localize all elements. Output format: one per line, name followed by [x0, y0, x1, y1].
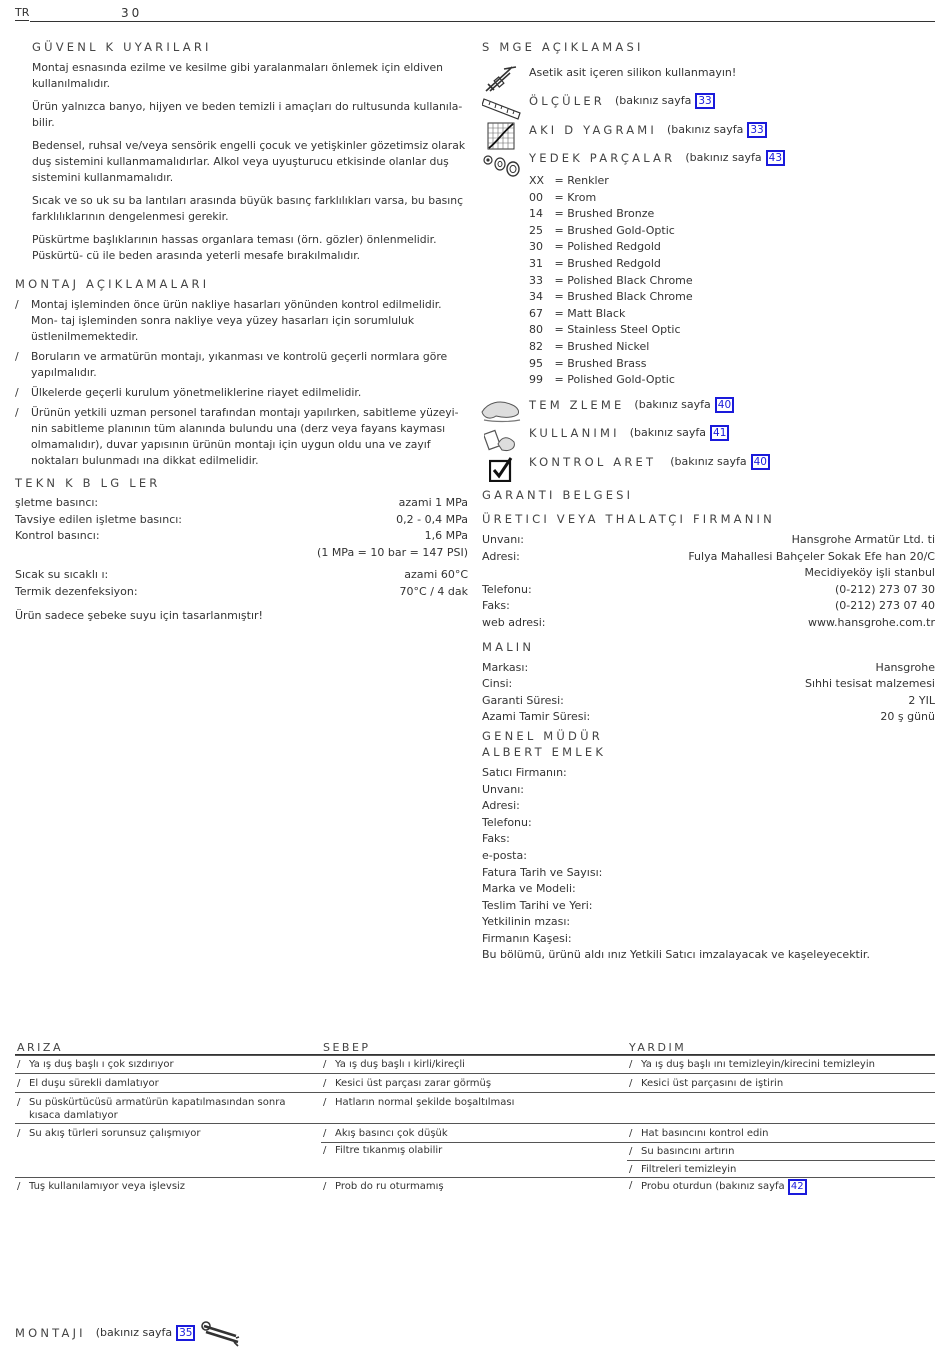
remedy-cell: / Su basıncını artırın — [629, 1145, 941, 1158]
tech-label: Kontrol basıncı: — [15, 529, 100, 543]
spare-parts-page-link[interactable]: 43 — [766, 150, 785, 166]
mounting-label: MONTAJI — [15, 1326, 86, 1340]
flow-diagram-icon — [487, 122, 515, 150]
table-row — [15, 1073, 935, 1093]
goods-title: MALIN — [482, 639, 535, 654]
tech-row — [15, 512, 468, 529]
seller-field: Faks: — [482, 832, 510, 846]
flow-page-link[interactable]: 33 — [747, 122, 766, 138]
table-row — [15, 1055, 935, 1073]
color-code-row: 99 = Polished Gold-Optic — [529, 372, 829, 389]
fault-cell: / Su püskürtücüsü armatürün kapatılmasından sonra kısaca damlatıyor — [17, 1096, 317, 1122]
tech-value: 0,2 - 0,4 MPa — [396, 512, 468, 526]
goods-value: Hansgrohe — [875, 660, 935, 674]
assembly-item: / Boruların ve armatürün montajı, yıkanması ve kontrolü geçerli normlara göre yapılmalıdır. — [15, 349, 470, 381]
tech-label: Tavsiye edilen işletme basıncı: — [15, 512, 183, 526]
remedy-cell: / Ya ış duş başlı ını temizleyin/kirecini temizleyin — [629, 1058, 941, 1071]
color-name: Brushed Black Chrome — [567, 290, 693, 304]
assembly-item: / Ürünün yetkili uzman personel tarafından montajı yapılırken, sabitleme yüzeyi- nin sabitleme planının tüm alanında bulundu una (derz veya fayans kayması olmamalıdır), duvar yapısının ürünün montajı için uygun oldu una ve zayıf noktaları bulunmadı ına dikkat edilmelidir. — [15, 405, 470, 469]
color-name: Stainless Steel Optic — [567, 323, 681, 337]
flow-ref-text: (bakınız sayfa — [666, 123, 744, 136]
spare-parts-ref-text: (bakınız sayfa — [685, 151, 762, 164]
cleaning-line — [529, 395, 734, 415]
usage-label: KULLANIMI — [529, 426, 620, 440]
color-code: 95 — [529, 356, 543, 370]
manufacturer-label: web adresi: — [482, 615, 546, 629]
color-name: Matt Black — [567, 306, 626, 320]
tech-value: 70°C / 4 dak — [399, 584, 468, 598]
silicone-gun-icon — [482, 64, 520, 94]
usage-line — [529, 423, 729, 443]
tech-row — [15, 528, 468, 545]
row-divider — [321, 1142, 935, 1143]
manufacturer-row — [482, 598, 935, 615]
seller-field: Satıcı Firmanın: — [482, 765, 567, 779]
color-code: 33 — [529, 273, 543, 287]
color-code-row: 30 = Polished Redgold — [529, 239, 829, 256]
checkmark-box-icon — [489, 456, 513, 482]
assembly-section — [15, 277, 470, 473]
color-code: XX — [529, 174, 545, 187]
color-code: 00 — [529, 190, 543, 204]
assembly-title: MONTAJ AÇIKLAMALARI — [15, 277, 210, 291]
color-name: Renkler — [567, 174, 609, 187]
manufacturer-row — [482, 549, 935, 566]
color-code-row: 67 = Matt Black — [529, 306, 829, 323]
color-name: Brushed Brass — [567, 356, 647, 370]
usage-ref-text: (bakınız sayfa — [629, 426, 707, 439]
warranty-section — [482, 488, 935, 964]
manager-name: ALBERT EMLEK — [482, 744, 607, 759]
color-code: 30 — [529, 240, 543, 254]
tech-row — [15, 545, 468, 562]
control-line — [529, 452, 770, 472]
manufacturer-value: (0-212) 273 07 30 — [834, 582, 935, 596]
color-name: Brushed Nickel — [567, 339, 650, 353]
usage-hand-icon — [484, 426, 518, 454]
cleaning-page-link[interactable]: 40 — [715, 397, 734, 413]
fault-cell: / Su akış türleri sorunsuz çalışmıyor — [17, 1127, 319, 1140]
seller-field: Fatura Tarih ve Sayısı: — [482, 865, 603, 879]
manufacturer-label: Adresi: — [482, 549, 520, 563]
goods-label: Garanti Süresi: — [482, 693, 564, 707]
safety-title: GÜVENL K UYARILARI — [32, 40, 212, 54]
goods-value: 2 YIL — [908, 693, 935, 707]
assembly-item: / Montaj işleminden önce ürün nakliye hasarları yönünden kontrol edilmelidir. Mon- taj işleminden sonra nakliye veya yüzey hasarları için sorumluluk üstlenilmemektedir. — [15, 297, 470, 345]
cause-cell: / Filtre tıkanmış olabilir — [323, 1144, 625, 1157]
wrench-icon — [200, 1320, 240, 1348]
manufacturer-title: ÜRETICI VEYA THALATÇI FIRMANIN — [482, 512, 775, 526]
row-divider — [627, 1160, 935, 1161]
cause-cell: / Ya ış duş başlı ı kirli/kireçli — [323, 1058, 625, 1071]
dimensions-line — [529, 91, 715, 111]
spare-parts-icon — [482, 151, 522, 179]
goods-row — [482, 676, 935, 693]
page-number: 30 — [121, 6, 143, 20]
remedy-text: Probu oturdun (bakınız sayfa — [641, 1181, 785, 1192]
goods-label: Azami Tamir Süresi: — [482, 710, 591, 724]
cleaning-label: TEM ZLEME — [529, 398, 625, 412]
goods-label: Cinsi: — [482, 677, 513, 691]
language-tag: TR — [15, 6, 30, 19]
tech-label: Termik dezenfeksiyon: — [15, 584, 138, 598]
color-code-row: 14 = Brushed Bronze — [529, 206, 829, 223]
safety-paragraph: Püskürtme başlıklarının hassas organlara teması (örn. gözler) önlenmelidir. Püskürtü- cü ile beden arasında yeterli mesafe bırakılmalıdır. — [32, 233, 437, 262]
tech-value: (1 MPa = 10 bar = 147 PSI) — [317, 545, 468, 559]
goods-label: Markası: — [482, 660, 529, 674]
table-row — [15, 1123, 935, 1178]
spare-parts-label: YEDEK PARÇALAR — [529, 151, 676, 165]
tech-row — [15, 567, 468, 584]
goods-value: Sıhhi tesisat malzemesi — [804, 677, 935, 691]
goods-row — [482, 693, 935, 710]
usage-page-link[interactable]: 41 — [710, 425, 729, 441]
mounting-line — [15, 1323, 195, 1343]
color-code: 99 — [529, 373, 543, 387]
seller-field: e-posta: — [482, 848, 527, 862]
remedy-cell: / Filtreleri temizleyin — [629, 1163, 941, 1176]
flow-label: AKI D YAGRAMI — [529, 123, 657, 137]
tech-note: Ürün sadece şebeke suyu için tasarlanmıştır! — [15, 608, 263, 622]
silicone-warning: Asetik asit içeren silikon kullanmayın! — [529, 66, 737, 79]
color-code-row: 33 = Polished Black Chrome — [529, 273, 829, 290]
spare-parts-line — [529, 148, 785, 168]
cleaning-ref-text: (bakınız sayfa — [634, 398, 711, 411]
tech-value: 1,6 MPa — [424, 529, 468, 543]
fault-cell: / El duşu sürekli damlatıyor — [17, 1077, 319, 1090]
dimensions-label: ÖLÇÜLER — [529, 94, 605, 108]
color-code-row: 80 = Stainless Steel Optic — [529, 322, 829, 339]
safety-paragraph: Ürün yalnızca banyo, hijyen ve beden temizli i amaçları do rultusunda kullanıla- bilir. — [32, 100, 463, 129]
control-ref-text: (bakınız sayfa — [670, 455, 747, 468]
table-row — [15, 1177, 935, 1198]
remedy-cell: / Hat basıncını kontrol edin — [629, 1127, 941, 1140]
manufacturer-value: Mecidiyeköy işli stanbul — [804, 566, 935, 580]
color-code: 14 — [529, 207, 543, 221]
goods-value: 20 ş günü — [880, 710, 935, 724]
warranty-title: GARANTI BELGESI — [482, 488, 634, 502]
flow-line — [529, 120, 767, 140]
manufacturer-row — [482, 532, 935, 549]
color-code-row: 34 = Brushed Black Chrome — [529, 289, 829, 306]
control-label: KONTROL ARET — [529, 455, 657, 469]
color-code-row: 00 = Krom — [529, 190, 829, 207]
color-code-list — [529, 173, 829, 389]
manufacturer-label: Telefonu: — [482, 582, 532, 596]
tech-value: azami 60°C — [404, 568, 468, 582]
tech-title: TEKN K B LG LER — [15, 476, 161, 490]
color-code: 80 — [529, 323, 543, 337]
seller-field: Telefonu: — [482, 815, 532, 829]
manufacturer-row — [482, 582, 935, 599]
color-code-row: 95 = Brushed Brass — [529, 356, 829, 373]
manufacturer-row — [482, 615, 935, 632]
assembly-item: / Ülkelerde geçerli kurulum yönetmeliklerine riayet edilmelidir. — [15, 385, 470, 401]
manufacturer-value: www.hansgrohe.com.tr — [808, 615, 935, 629]
manufacturer-row — [482, 565, 935, 582]
dimensions-ref-text: (bakınız sayfa — [614, 94, 692, 107]
cause-cell: / Prob do ru oturmamış — [323, 1180, 625, 1193]
goods-row — [482, 660, 935, 677]
seller-field: Teslim Tarihi ve Yeri: — [482, 898, 593, 912]
color-name: Brushed Gold-Optic — [567, 223, 675, 237]
fault-cell: / Tuş kullanılamıyor veya işlevsiz — [17, 1180, 319, 1193]
fault-header: ARIZA — [17, 1041, 63, 1054]
color-name: Krom — [567, 190, 597, 204]
color-code-row: XX = Renkler — [529, 173, 829, 190]
color-code: 82 — [529, 339, 543, 353]
remedy-cell: / Kesici üst parçasını de iştirin — [629, 1077, 941, 1090]
symbols-title: S MGE AÇIKLAMASI — [482, 40, 644, 54]
safety-paragraph: Bedensel, ruhsal ve/veya sensörik engelli çocuk ve yetişkinler gözetimsiz olarak duş sistemini kullanmamalıdırlar. Alkol veya uyuşturucu etkisinde olanlar duş sistemini kullanmamalıdır. — [32, 139, 466, 184]
cause-header: SEBEP — [323, 1041, 371, 1054]
manager-title: GENEL MÜDÜR — [482, 728, 603, 743]
tech-value: azami 1 MPa — [398, 496, 468, 509]
tech-label: Sıcak su sıcaklı ı: — [15, 568, 109, 582]
page-header — [15, 6, 935, 22]
safety-paragraph: Sıcak ve so uk su ba lantıları arasında büyük basınç farklılıkları varsa, bu basınç farklılıklarının dengelenmesi gerekir. — [32, 194, 464, 223]
color-code-row: 82 = Brushed Nickel — [529, 339, 829, 356]
seller-field: Unvanı: — [482, 782, 525, 796]
safety-section — [32, 40, 470, 271]
seller-field: Adresi: — [482, 799, 520, 813]
color-name: Polished Gold-Optic — [567, 373, 675, 387]
manufacturer-value: (0-212) 273 07 40 — [834, 599, 935, 613]
symbols-section — [482, 40, 937, 62]
safety-paragraph: Montaj esnasında ezilme ve kesilme gibi yaralanmaları önlemek için eldiven kullanılmalıdır. — [32, 61, 444, 90]
color-code-row: 25 = Brushed Gold-Optic — [529, 223, 829, 240]
seller-field: Marka ve Modeli: — [482, 882, 576, 896]
control-page-link[interactable]: 40 — [751, 454, 770, 470]
color-name: Polished Black Chrome — [567, 273, 693, 287]
color-code: 34 — [529, 290, 543, 304]
probe-page-link[interactable]: 42 — [788, 1179, 807, 1195]
dimensions-page-link[interactable]: 33 — [695, 93, 714, 109]
color-name: Brushed Bronze — [567, 207, 655, 221]
color-code: 67 — [529, 306, 543, 320]
manufacturer-label: Unvanı: — [482, 533, 525, 546]
header-rule — [30, 21, 935, 22]
warranty-footer-note: Bu bölümü, ürünü aldı ınız Yetkili Satıcı imzalayacak ve kaşeleyecektir. — [482, 948, 870, 962]
seller-field: Firmanın Kaşesi: — [482, 931, 572, 945]
manufacturer-value: Hansgrohe Armatür Ltd. ti — [791, 533, 935, 546]
remedy-header: YARDIM — [629, 1041, 687, 1054]
cause-cell: / Hatların normal şekilde boşaltılması — [323, 1096, 625, 1109]
remedy-cell — [629, 1179, 941, 1195]
table-row — [15, 1092, 935, 1123]
tech-label: şletme basıncı: — [15, 496, 99, 509]
mounting-page-link[interactable]: 35 — [176, 1325, 195, 1341]
tech-row — [15, 495, 468, 512]
color-code: 25 — [529, 223, 543, 237]
tech-row — [15, 584, 468, 601]
manufacturer-value: Fulya Mahallesi Bahçeler Sokak Efe han 20/C — [688, 549, 935, 563]
manufacturer-label: Faks: — [482, 599, 510, 613]
tech-section — [15, 476, 468, 622]
cause-cell: / Kesici üst parçası zarar görmüş — [323, 1077, 625, 1090]
seller-field: Yetkilinin mzası: — [482, 915, 571, 929]
color-name: Brushed Redgold — [567, 256, 661, 270]
cause-cell: / Akış basıncı çok düşük — [323, 1127, 625, 1140]
color-name: Polished Redgold — [567, 240, 661, 254]
color-code: 31 — [529, 256, 543, 270]
ruler-icon — [482, 95, 522, 121]
mounting-ref-text: (bakınız sayfa — [95, 1326, 173, 1339]
cleaning-hand-icon — [480, 396, 522, 424]
fault-cell: / Ya ış duş başlı ı çok sızdırıyor — [17, 1058, 319, 1071]
goods-row — [482, 709, 935, 726]
color-code-row: 31 = Brushed Redgold — [529, 256, 829, 273]
